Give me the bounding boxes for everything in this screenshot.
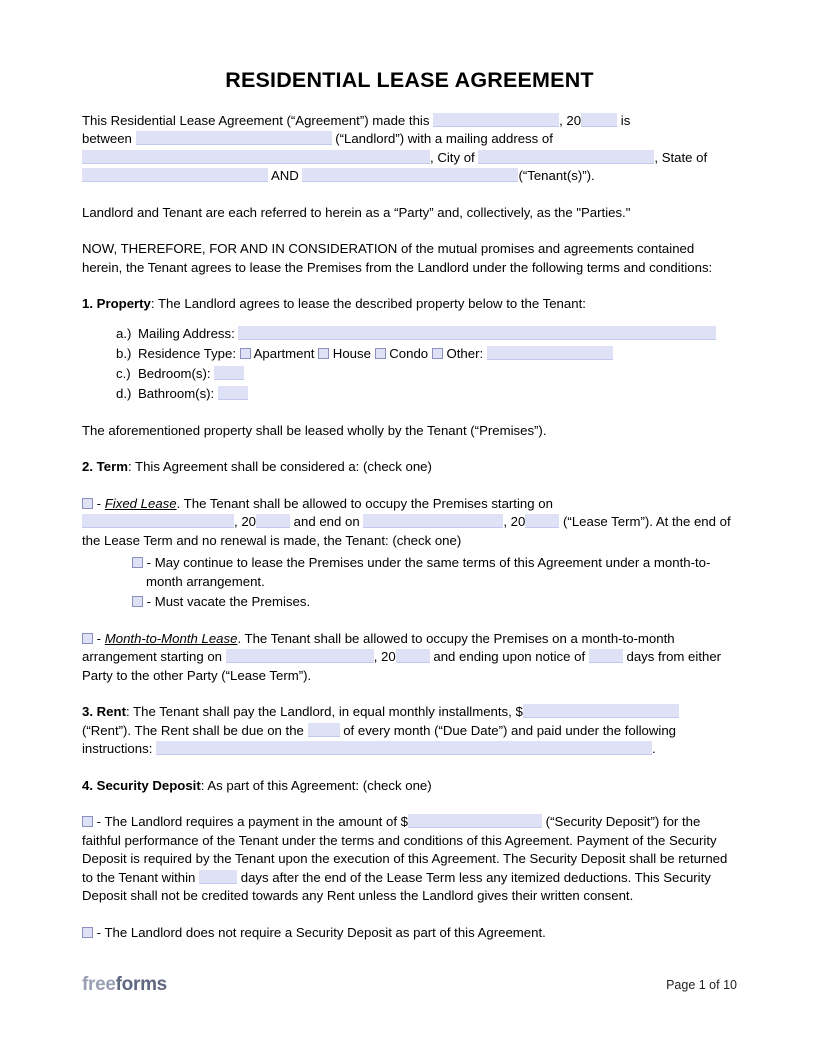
checkbox-house[interactable] bbox=[318, 348, 329, 359]
landlord-name-blank[interactable] bbox=[136, 131, 332, 145]
checkbox-must-vacate[interactable] bbox=[132, 596, 143, 607]
section-rent-text-3: of every month (“Due Date”) and paid under the following instructions: bbox=[82, 722, 677, 757]
section-rent bbox=[82, 703, 737, 758]
parties-paragraph: Landlord and Tenant are each referred to herein as a “Party” and, collectively, as the "Parties." bbox=[82, 204, 631, 220]
list-item-bathrooms bbox=[116, 384, 737, 404]
security-opt1-text-3: days after the end of the Lease Term less any itemized deductions. This Security Deposit shall not be credited towards any Rent unless the Landlord gives their written consent. bbox=[82, 869, 711, 904]
bathrooms-blank[interactable] bbox=[218, 386, 248, 400]
intro-text-4: between bbox=[82, 131, 132, 147]
section-security-deposit bbox=[82, 777, 737, 795]
date-day-blank[interactable] bbox=[433, 113, 559, 127]
fixed-lease-block bbox=[82, 495, 737, 550]
mtm-text-2: , 20 bbox=[373, 649, 396, 665]
intro-text-3: is bbox=[620, 112, 631, 128]
section-security-number: 4. Security Deposit bbox=[82, 777, 201, 793]
page-title: RESIDENTIAL LEASE AGREEMENT bbox=[225, 68, 594, 92]
mtm-start-date-blank[interactable] bbox=[226, 649, 374, 663]
list-item-residence-type bbox=[116, 344, 737, 364]
month-to-month-block bbox=[82, 630, 737, 685]
fixed-end-date-blank[interactable] bbox=[363, 514, 503, 528]
fixed-start-year-blank[interactable] bbox=[256, 514, 290, 528]
fixed-lease-text-3: and end on bbox=[293, 514, 360, 530]
intro-text-1: This Residential Lease Agreement (“Agreement”) made this bbox=[82, 112, 430, 128]
fixed-start-date-blank[interactable] bbox=[82, 514, 234, 528]
tenant-name-blank[interactable] bbox=[302, 168, 518, 182]
option-label-condo: Condo bbox=[389, 345, 429, 361]
list-item-bedrooms bbox=[116, 364, 737, 384]
item-text-residence-type: Residence Type: bbox=[138, 345, 236, 361]
section-property-number: 1. Property bbox=[82, 296, 151, 312]
page-footer bbox=[82, 974, 737, 996]
security-return-days-blank[interactable] bbox=[199, 870, 237, 884]
intro-paragraph bbox=[82, 112, 737, 186]
fixed-lease-text-2: , 20 bbox=[234, 514, 256, 530]
property-item-list bbox=[116, 324, 737, 404]
security-opt1-text-1: - The Landlord requires a payment in the amount of $ bbox=[96, 814, 408, 830]
rent-amount-blank[interactable] bbox=[523, 704, 679, 718]
intro-text-7: , State of bbox=[654, 149, 708, 165]
fixed-option-continue-label: - May continue to lease the Premises under the same terms of this Agreement under a month-to-month arrangement. bbox=[146, 555, 711, 589]
page-number: Page 1 of 10 bbox=[666, 978, 737, 992]
fixed-lease-text-4: , 20 bbox=[503, 514, 526, 530]
checkbox-apartment[interactable] bbox=[240, 348, 251, 359]
intro-text-6: , City of bbox=[430, 149, 475, 165]
list-item-mailing-address bbox=[116, 324, 737, 344]
section-term-text: : This Agreement shall be considered a: (check one) bbox=[127, 459, 432, 475]
logo-text-free: free bbox=[82, 974, 116, 995]
checkbox-security-deposit-required[interactable] bbox=[82, 816, 93, 827]
fixed-lease-dash: - bbox=[96, 495, 102, 511]
security-opt2-text: - The Landlord does not require a Security Deposit as part of this Agreement. bbox=[96, 924, 546, 940]
security-option-required bbox=[82, 813, 737, 905]
item-label-d: d.) bbox=[116, 385, 132, 401]
security-deposit-amount-blank[interactable] bbox=[408, 814, 542, 828]
mtm-label: Month-to-Month Lease bbox=[104, 630, 238, 646]
landlord-city-blank[interactable] bbox=[478, 150, 654, 164]
fixed-option-continue bbox=[132, 554, 737, 591]
date-year-blank[interactable] bbox=[581, 113, 617, 127]
intro-text-2: , 20 bbox=[559, 112, 582, 128]
fixed-lease-label: Fixed Lease bbox=[104, 495, 177, 511]
checkbox-month-to-month-lease[interactable] bbox=[82, 633, 93, 644]
security-option-not-required bbox=[82, 924, 737, 942]
section-rent-text-2: (“Rent”). The Rent shall be due on the bbox=[82, 722, 304, 738]
option-label-apartment: Apartment bbox=[253, 345, 315, 361]
intro-text-5: (“Landlord”) with a mailing address of bbox=[335, 131, 553, 147]
checkbox-continue-month-to-month[interactable] bbox=[132, 557, 143, 568]
logo-text-forms: forms bbox=[115, 974, 167, 995]
item-text-bathrooms: Bathroom(s): bbox=[138, 385, 215, 401]
checkbox-security-deposit-not-required[interactable] bbox=[82, 927, 93, 938]
mtm-text-3: and ending upon notice of bbox=[433, 649, 586, 665]
landlord-address-blank[interactable] bbox=[82, 150, 430, 164]
fixed-end-year-blank[interactable] bbox=[525, 514, 559, 528]
section-property-text: : The Landlord agrees to lease the described property below to the Tenant: bbox=[150, 296, 586, 312]
item-label-c: c.) bbox=[116, 365, 131, 381]
security-opt1-text-2: (“Security Deposit”) for the faithful performance of the Tenant under the terms and conditions of this Agreement. Payment of the Security Deposit is required by the Tenant upon the execution of this Agreement. The Security Deposit shall be returned to the Tenant within bbox=[82, 814, 728, 885]
section-security-text: : As part of this Agreement: (check one) bbox=[200, 777, 432, 793]
intro-text-9: (“Tenant(s)”). bbox=[518, 168, 595, 184]
section-property bbox=[82, 295, 737, 313]
mtm-dash: - bbox=[96, 630, 102, 646]
fixed-lease-text-1: . The Tenant shall be allowed to occupy the Premises starting on bbox=[176, 495, 553, 511]
checkbox-fixed-lease[interactable] bbox=[82, 498, 93, 509]
section-rent-text-1: : The Tenant shall pay the Landlord, in equal monthly installments, $ bbox=[125, 704, 523, 720]
section-rent-text-4: . bbox=[652, 741, 656, 757]
bedrooms-blank[interactable] bbox=[214, 366, 244, 380]
option-label-other: Other: bbox=[446, 345, 484, 361]
rent-instructions-blank[interactable] bbox=[156, 741, 652, 755]
item-label-a: a.) bbox=[116, 325, 132, 341]
section-rent-number: 3. Rent bbox=[82, 704, 126, 720]
fixed-lease-options bbox=[132, 554, 737, 611]
item-text-mailing-address: Mailing Address: bbox=[138, 325, 235, 341]
consideration-paragraph: NOW, THEREFORE, FOR AND IN CONSIDERATION of the mutual promises and agreements contained herein, the Tenant agrees to lease the Premises from the Landlord under the following terms and conditions: bbox=[82, 241, 713, 275]
mtm-start-year-blank[interactable] bbox=[396, 649, 430, 663]
section-term-number: 2. Term bbox=[82, 459, 128, 475]
freeforms-logo bbox=[82, 974, 167, 996]
landlord-state-blank[interactable] bbox=[82, 168, 268, 182]
option-label-house: House bbox=[332, 345, 371, 361]
intro-text-8: AND bbox=[270, 168, 299, 184]
item-label-b: b.) bbox=[116, 345, 132, 361]
mtm-notice-days-blank[interactable] bbox=[589, 649, 623, 663]
checkbox-other[interactable] bbox=[432, 348, 443, 359]
item-text-bedrooms: Bedroom(s): bbox=[138, 365, 211, 381]
premises-statement: The aforementioned property shall be leased wholly by the Tenant (“Premises”). bbox=[82, 422, 547, 438]
checkbox-condo[interactable] bbox=[375, 348, 386, 359]
fixed-lease-text-5: (“Lease Term”). At the end of the Lease Term and no renewal is made, the Tenant: (check one) bbox=[82, 514, 731, 548]
fixed-option-vacate bbox=[132, 593, 737, 611]
rent-due-day-blank[interactable] bbox=[308, 723, 340, 737]
section-term bbox=[82, 458, 737, 476]
mtm-text-1: . The Tenant shall be allowed to occupy the Premises on a month-to-month arrangement starting on bbox=[82, 630, 675, 665]
residence-other-blank[interactable] bbox=[487, 346, 613, 360]
fixed-option-vacate-label: - Must vacate the Premises. bbox=[146, 594, 311, 610]
mtm-text-4: days from either Party to the other Party (“Lease Term”). bbox=[82, 649, 722, 683]
mailing-address-blank[interactable] bbox=[238, 326, 716, 340]
